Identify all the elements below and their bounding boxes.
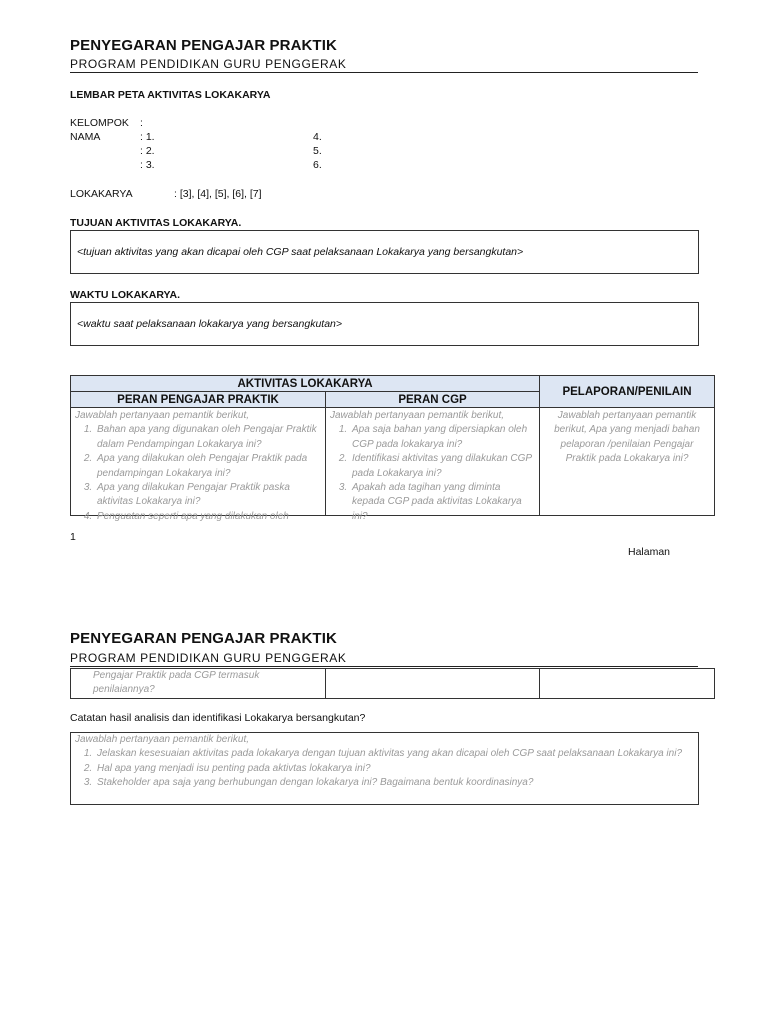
page-subtitle: PROGRAM PENDIDIKAN GURU PENGGERAK bbox=[70, 57, 347, 71]
activity-group-header: AKTIVITAS LOKAKARYA bbox=[71, 376, 540, 392]
tujuan-placeholder: <tujuan aktivitas yang akan dicapai oleh CGP saat pelaksanaan Lokakarya yang bersangkutan> bbox=[77, 246, 524, 258]
continued-col1-text: Pengajar Praktik pada CGP termasuk penilaiannya? bbox=[93, 670, 260, 696]
pelaporan-cell[interactable] bbox=[540, 408, 715, 516]
kelompok-separator: : bbox=[140, 117, 143, 129]
activity-table-continued bbox=[70, 668, 715, 699]
page2-header-rule bbox=[70, 666, 698, 667]
waktu-placeholder: <waktu saat pelaksanaan lokakarya yang bersangkutan> bbox=[77, 318, 343, 330]
header-rule bbox=[70, 72, 698, 73]
peran-cgp-header: PERAN CGP bbox=[326, 392, 540, 408]
name-slot-4: 4. bbox=[313, 131, 322, 143]
col1-item: 2. Apa yang dilakukan oleh Pengajar Praktik pada pendampingan Lokakarya ini? bbox=[95, 452, 321, 481]
peran-pengajar-cell[interactable] bbox=[71, 408, 326, 522]
waktu-label: WAKTU LOKAKARYA. bbox=[70, 289, 181, 301]
col2-item: 2. Identifikasi aktivitas yang dilakukan CGP pada Lokakarya ini? bbox=[350, 452, 535, 481]
col2-item: 1. Apa saja bahan yang dipersiapkan oleh CGP pada lokakarya ini? bbox=[350, 423, 535, 452]
nama-label: NAMA bbox=[70, 131, 101, 143]
col1-intro: Jawablah pertanyaan pemantik berikut, bbox=[75, 410, 249, 421]
col1-item: 1. Bahan apa yang digunakan oleh Pengajar Praktik dalam Pendampingan Lokakarya ini? bbox=[95, 423, 321, 452]
catatan-label: Catatan hasil analisis dan identifikasi Lokakarya bersangkutan? bbox=[70, 712, 366, 724]
col2-intro: Jawablah pertanyaan pemantik berikut, bbox=[330, 410, 504, 421]
continued-col2-cell[interactable] bbox=[326, 669, 540, 699]
name-slot-3: : 3. bbox=[140, 159, 155, 171]
catatan-item: 1. Jelaskan kesesuaian aktivitas pada lokakarya dengan tujuan aktivitas yang akan dicapai oleh CGP saat pelaksanaan Lokakarya ini? bbox=[95, 747, 694, 761]
pelaporan-header: PELAPORAN/PENILAIN bbox=[540, 376, 715, 408]
lokakarya-label: LOKAKARYA bbox=[70, 188, 133, 200]
peran-cgp-cell[interactable] bbox=[326, 408, 540, 522]
page2-title: PENYEGARAN PENGAJAR PRAKTIK bbox=[70, 630, 337, 647]
page-title: PENYEGARAN PENGAJAR PRAKTIK bbox=[70, 37, 337, 54]
peran-pengajar-header: PERAN PENGAJAR PRAKTIK bbox=[71, 392, 326, 408]
page2-subtitle: PROGRAM PENDIDIKAN GURU PENGGERAK bbox=[70, 651, 347, 665]
lokakarya-value: : [3], [4], [5], [6], [7] bbox=[174, 188, 262, 200]
kelompok-label: KELOMPOK bbox=[70, 117, 129, 129]
name-slot-2: : 2. bbox=[140, 145, 155, 157]
name-slot-5: 5. bbox=[313, 145, 322, 157]
col2-item: 3. Apakah ada tagihan yang diminta kepada CGP pada aktivitas Lokakarya ini? bbox=[350, 481, 535, 524]
waktu-box[interactable] bbox=[70, 302, 699, 346]
col3-text: Jawablah pertanyaan pemantik berikut, Apa yang menjadi bahan pelaporan /penilaian Pengajar Praktik pada Lokakarya ini? bbox=[554, 410, 700, 465]
col1-item: 4. Penguatan seperti apa yang dilakukan oleh bbox=[95, 510, 321, 524]
continued-col3-cell[interactable] bbox=[540, 669, 715, 699]
page-number: 1 bbox=[70, 531, 76, 543]
col1-item: 3. Apa yang dilakukan Pengajar Praktik paska aktivitas Lokakarya ini? bbox=[95, 481, 321, 510]
activity-table bbox=[70, 375, 715, 522]
page-label: Halaman bbox=[628, 546, 671, 558]
catatan-item: 3. Stakeholder apa saja yang berhubungan dengan lokakarya ini? Bagaimana bentuk koordinasinya? bbox=[95, 776, 694, 790]
continued-col1-cell[interactable] bbox=[71, 669, 326, 699]
catatan-item: 2. Hal apa yang menjadi isu penting pada aktivtas lokakarya ini? bbox=[95, 762, 694, 776]
tujuan-label: TUJUAN AKTIVITAS LOKAKARYA. bbox=[70, 217, 242, 229]
catatan-intro: Jawablah pertanyaan pemantik berikut, bbox=[75, 734, 249, 745]
tujuan-box[interactable] bbox=[70, 230, 699, 274]
sheet-title: LEMBAR PETA AKTIVITAS LOKAKARYA bbox=[70, 89, 271, 101]
name-slot-6: 6. bbox=[313, 159, 322, 171]
name-slot-1: : 1. bbox=[140, 131, 155, 143]
catatan-box[interactable] bbox=[70, 732, 699, 805]
